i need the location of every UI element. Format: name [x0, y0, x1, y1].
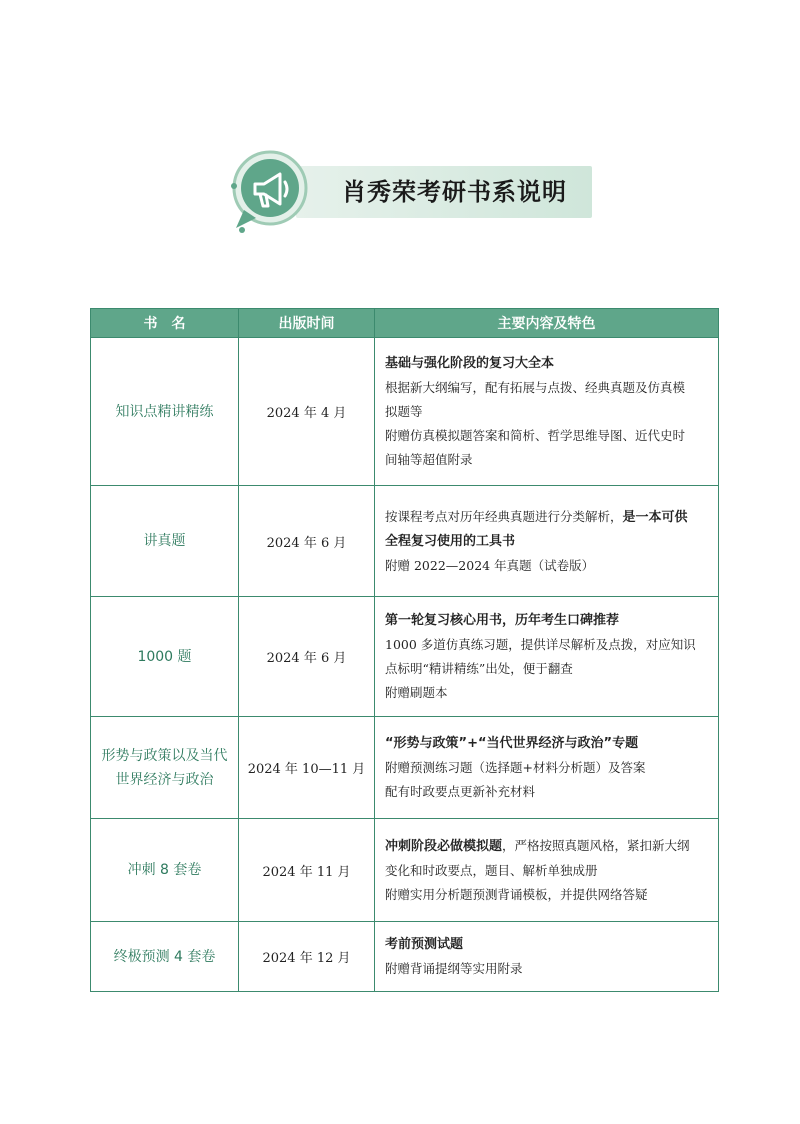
publish-date: 2024 年 6 月 — [239, 486, 375, 597]
book-name: 冲刺 8 套卷 — [91, 819, 239, 922]
desc-line — [385, 505, 708, 530]
book-series-table — [90, 308, 719, 992]
book-description — [375, 922, 719, 992]
desc-line: 附赠背诵提纲等实用附录 — [385, 960, 523, 976]
desc-line: 第一轮复习核心用书，历年考生口碑推荐 — [385, 612, 620, 628]
table-row — [91, 486, 719, 597]
publish-date: 2024 年 11 月 — [239, 819, 375, 922]
column-header-date: 出版时间 — [239, 309, 375, 338]
page-title: 肖秀荣考研书系说明 — [342, 178, 567, 206]
book-name: 知识点精讲精练 — [91, 338, 239, 486]
publish-date: 2024 年 6 月 — [239, 597, 375, 717]
table-row — [91, 819, 719, 922]
desc-text-bold: 是一本可供 — [622, 509, 688, 525]
desc-text: 按课程考点对历年经典真题进行分类解析， — [385, 508, 623, 524]
section-header — [222, 146, 602, 236]
book-description — [375, 717, 719, 819]
table-row — [91, 338, 719, 486]
table-row — [91, 597, 719, 717]
desc-text: ，严格按照真题风格，紧扣新大纲 — [502, 837, 690, 853]
desc-line: 附赠刷题本 — [385, 684, 448, 700]
publish-date: 2024 年 10—11 月 — [239, 717, 375, 819]
desc-line: 点标明“精讲精练”出处，便于翻查 — [385, 660, 573, 676]
desc-line: 拟题等 — [385, 403, 423, 419]
desc-line: 变化和时政要点，题目、解析单独成册 — [385, 862, 598, 878]
book-description — [375, 338, 719, 486]
desc-line — [385, 834, 708, 859]
desc-line: 附赠预测练习题（选择题+材料分析题）及答案 — [385, 759, 646, 775]
column-header-name: 书 名 — [91, 309, 239, 338]
book-name: 1000 题 — [91, 597, 239, 717]
publish-date: 2024 年 12 月 — [239, 922, 375, 992]
book-name: 形势与政策以及当代世界经济与政治 — [91, 717, 239, 819]
table-row — [91, 922, 719, 992]
desc-line: 1000 多道仿真练习题，提供详尽解析及点拨，对应知识 — [385, 636, 696, 652]
desc-line: 配有时政要点更新补充材料 — [385, 783, 536, 799]
desc-line: “形势与政策”+“当代世界经济与政治”专题 — [385, 735, 639, 751]
publish-date: 2024 年 4 月 — [239, 338, 375, 486]
table-header-row — [91, 309, 719, 338]
desc-line: 基础与强化阶段的复习大全本 — [385, 355, 555, 371]
desc-line: 附赠实用分析题预测背诵模板，并提供网络答疑 — [385, 886, 648, 902]
book-name: 终极预测 4 套卷 — [91, 922, 239, 992]
megaphone-icon — [222, 146, 318, 236]
book-description — [375, 819, 719, 922]
desc-line: 全程复习使用的工具书 — [385, 533, 516, 549]
desc-line: 根据新大纲编写，配有拓展与点拨、经典真题及仿真模 — [385, 379, 686, 395]
desc-line: 考前预测试题 — [385, 936, 464, 952]
title-banner — [296, 166, 592, 218]
desc-line: 附赠 2022—2024 年真题（试卷版） — [385, 557, 595, 573]
book-name: 讲真题 — [91, 486, 239, 597]
book-description — [375, 597, 719, 717]
desc-line: 间轴等超值附录 — [385, 451, 473, 467]
desc-text-bold: 冲刺阶段必做模拟题 — [385, 838, 503, 854]
book-description — [375, 486, 719, 597]
desc-line: 附赠仿真模拟题答案和简析、哲学思维导图、近代史时 — [385, 427, 686, 443]
table-row — [91, 717, 719, 819]
column-header-content: 主要内容及特色 — [375, 309, 719, 338]
